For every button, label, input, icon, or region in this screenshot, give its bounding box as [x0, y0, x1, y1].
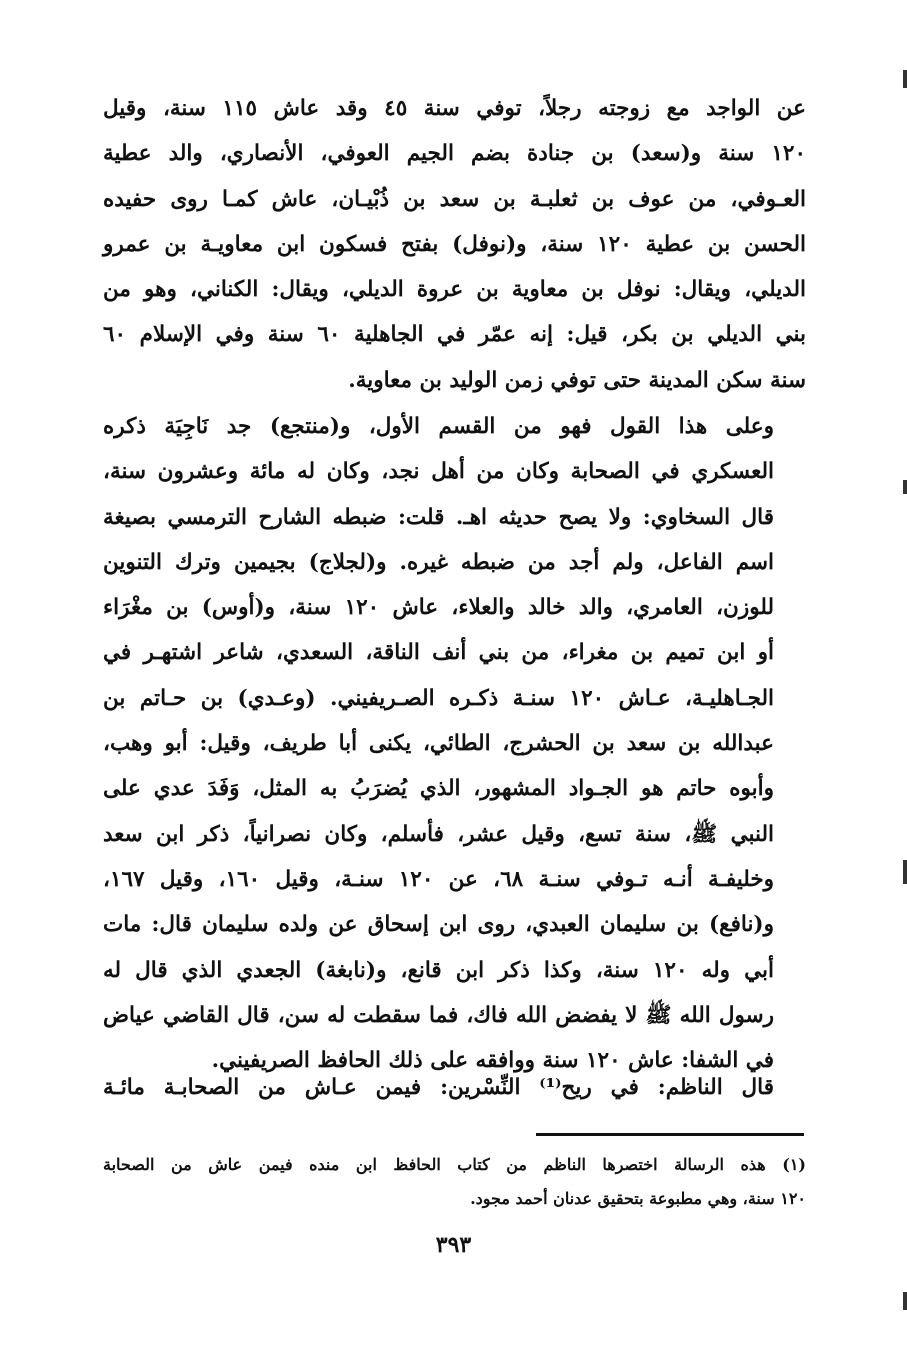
paragraph-1 — [103, 86, 806, 403]
text-line: قال السخاوي: ولا يصح حديثه اهـ. قلت: ضبطه الشارح الترمسي بصيغة — [103, 504, 774, 530]
footnote — [103, 1148, 806, 1216]
text-line: في الشفا: عاش ١٢٠ سنة ووافقه على ذلك الحافظ الصريفيني. — [211, 1048, 774, 1074]
text-line: وعلى هذا القول فهو من القسم الأول، و(منتجع) جد نَاجِيَة ذكره — [103, 414, 774, 439]
text-line: رسول الله ﷺ لا يفضض الله فاك، فما سقطت له سن، قال القاضي عياض — [103, 1002, 774, 1028]
text-line: قال الناظم: في ريح⁽¹⁾ النِّسْرين: فيمن عـاش من الصحابـة مائـة — [103, 1075, 775, 1100]
text-line: وخليفـة أنـه تـوفي سنـة ٦٨، عن ١٢٠ سنـة، وقيل ١٦٠، وقيل ١٦٧، — [103, 866, 775, 892]
text-line: العسكري في الصحابة وكان من أهل نجد، وكان له مائة وعشرون سنة، — [103, 459, 774, 485]
paragraph-3 — [103, 1065, 806, 1110]
text-line: أبي وله ١٢٠ سنة، وكذا ذكر ابن قانع، و(نابغة) الجعدي الذي قال له — [103, 957, 774, 983]
scan-edge-mark — [903, 860, 907, 884]
text-line: بني الديلي بن بكر، قيل: إنه عمّر في الجاهلية ٦٠ سنة وفي الإسلام ٦٠ — [103, 322, 806, 348]
page-number: ٣٩٣ — [435, 1232, 472, 1258]
footnote-line: (١) هذه الرسالة اختصرها الناظم من كتاب الحافظ ابن منده فيمن عاش من الصحابة — [103, 1155, 806, 1174]
footnote-separator — [536, 1133, 804, 1136]
scan-edge-mark — [903, 1292, 907, 1310]
text-line: للوزن، العامري، والد خالد والعلاء، عاش ١٢٠ سنة، و(أوس) بن مغْرَاء — [103, 595, 774, 621]
text-line: الجـاهليـة، عـاش ١٢٠ سنـة ذكـره الصـريفيني. (وعـدي) بن حـاتم بن — [103, 685, 774, 711]
paragraph-2 — [103, 404, 806, 1083]
footnote-line: ١٢٠ سنة، وهي مطبوعة بتحقيق عدنان أحمد مجود. — [470, 1189, 806, 1208]
text-line: وأبوه حاتم هو الجـواد المشهور، الذي يُضرَبُ به المثل، وَفَدَ عدي على — [103, 776, 774, 802]
text-line: سنة سكن المدينة حتى توفي زمن الوليد بن معاوية. — [348, 367, 806, 393]
scan-edge-mark — [903, 70, 907, 88]
text-line: عبدالله بن سعد بن الحشرج، الطائي، يكنى أبا طريف، وقيل: أبو وهب، — [103, 731, 774, 757]
text-line: عن الواجد مع زوجته رجلاً، توفي سنة ٤٥ وقد عاش ١١٥ سنة، وقيل — [103, 96, 806, 121]
text-line: النبي ﷺ، سنة تسع، وقيل عشر، فأسلم، وكان نصرانياً، ذكر ابن سعد — [103, 821, 774, 847]
text-line: العـوفي، من عوف بن ثعلبـة بن سعد بن ذُبْيـان، عاش كمـا روى حفيده — [103, 186, 806, 212]
text-line: أو ابن تميم بن مغراء، من بني أنف الناقة، السعدي، شاعر اشتهـر في — [103, 640, 774, 666]
text-line: اسم الفاعل، ولم أجد من ضبطه غيره. و(لجلاج) بجيمين وترك التنوين — [103, 549, 774, 575]
text-line: الحسن بن عطية ١٢٠ سنة، و(نوفل) بفتح فسكون ابن معاويـة بن عمرو — [103, 231, 806, 257]
scan-edge-mark — [903, 480, 907, 494]
text-line: الديلي، ويقال: نوفل بن معاوية بن عروة الديلي، ويقال: الكناني، وهو من — [103, 277, 806, 303]
text-line: ١٢٠ سنة و(سعد) بن جنادة بضم الجيم العوفي، الأنصاري، والد عطية — [103, 141, 806, 167]
text-line: و(نافع) بن سليمان العبدي، روى ابن إسحاق عن ولده سليمان قال: مات — [103, 912, 774, 938]
